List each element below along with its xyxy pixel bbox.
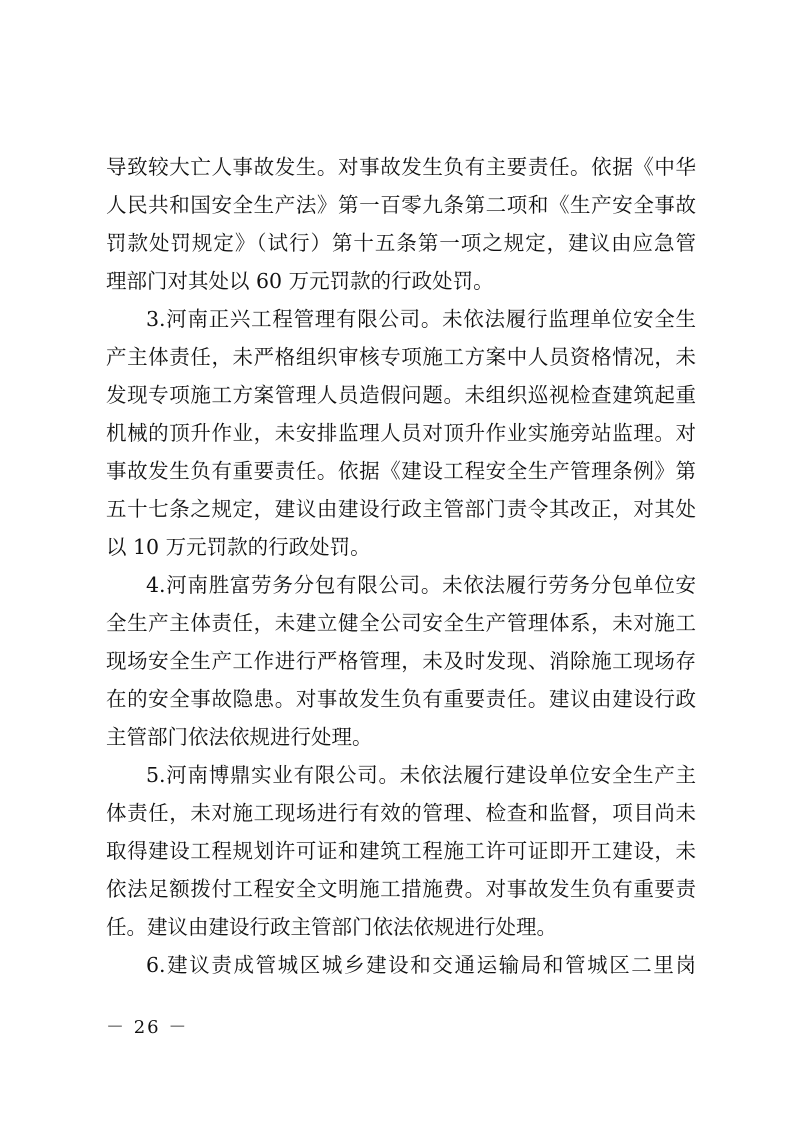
body-line-5: 3.河南正兴工程管理有限公司。未依法履行监理单位安全生 <box>146 307 696 331</box>
body-line-7: 发现专项施工方案管理人员造假问题。未组织巡视检查建筑起重 <box>106 383 696 407</box>
body-line-2: 人民共和国安全生产法》第一百零九条第二项和《生产安全事故 <box>106 193 696 217</box>
body-line-8: 机械的顶升作业，未安排监理人员对顶升作业实施旁站监理。对 <box>106 421 696 445</box>
body-line-13: 全生产主体责任，未建立健全公司安全生产管理体系，未对施工 <box>106 611 696 635</box>
body-line-12: 4.河南胜富劳务分包有限公司。未依法履行劳务分包单位安 <box>146 573 696 597</box>
body-line-21: 任。建议由建设行政主管部门依法依规进行处理。 <box>106 915 557 939</box>
body-line-22: 6.建议责成管城区城乡建设和交通运输局和管城区二里岗 <box>146 953 696 977</box>
body-line-3: 罚款处罚规定》（试行）第十五条第一项之规定，建议由应急管 <box>106 231 696 255</box>
body-line-15: 在的安全事故隐患。对事故发生负有重要责任。建议由建设行政 <box>106 687 696 711</box>
body-line-6: 产主体责任，未严格组织审核专项施工方案中人员资格情况，未 <box>106 345 696 369</box>
body-line-10: 五十七条之规定，建议由建设行政主管部门责令其改正，对其处 <box>106 497 696 521</box>
page-number: － 26 － <box>106 1017 189 1038</box>
body-line-11: 以 10 万元罚款的行政处罚。 <box>106 535 371 559</box>
body-line-19: 取得建设工程规划许可证和建筑工程施工许可证即开工建设，未 <box>106 839 696 863</box>
body-line-4: 理部门对其处以 60 万元罚款的行政处罚。 <box>106 269 494 293</box>
body-line-16: 主管部门依法依规进行处理。 <box>106 725 373 749</box>
body-line-17: 5.河南博鼎实业有限公司。未依法履行建设单位安全生产主 <box>146 763 696 787</box>
body-line-1: 导致较大亡人事故发生。对事故发生负有主要责任。依据《中华 <box>106 155 696 179</box>
body-line-9: 事故发生负有重要责任。依据《建设工程安全生产管理条例》第 <box>106 459 696 483</box>
body-line-20: 依法足额拨付工程安全文明施工措施费。对事故发生负有重要责 <box>106 877 696 901</box>
body-line-14: 现场安全生产工作进行严格管理，未及时发现、消除施工现场存 <box>106 649 696 673</box>
body-line-18: 体责任，未对施工现场进行有效的管理、检查和监督，项目尚未 <box>106 801 696 825</box>
